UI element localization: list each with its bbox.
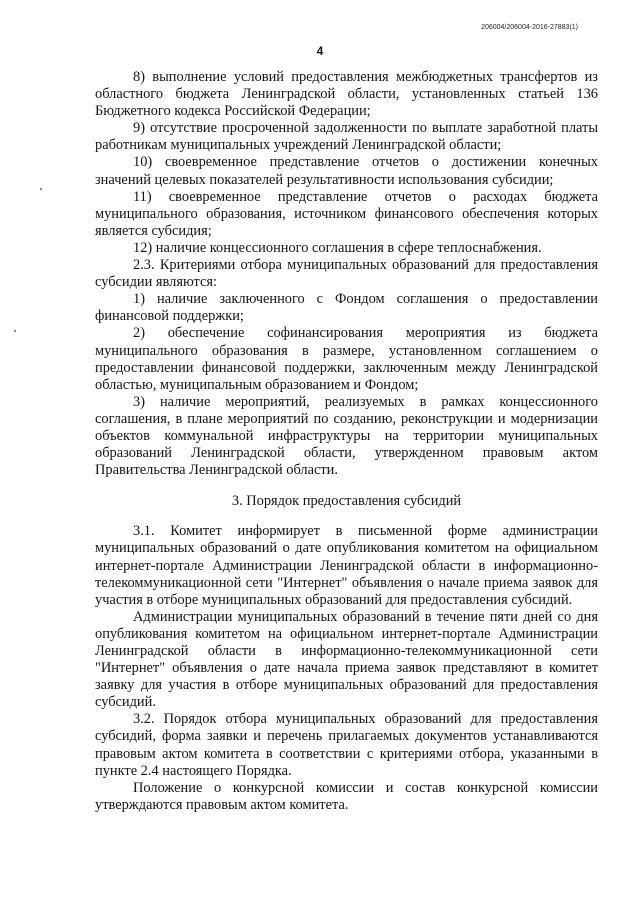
paragraph: 3.2. Порядок отбора муниципальных образований для предоставления субсидий, форма заявки и перечень прилагаемых документов устанавливаются правовым актом комитета в соответствии с критериями отбора, указанными в пункте 2.4 настоящего Порядка. <box>95 711 598 779</box>
scan-speck <box>40 188 42 190</box>
paragraph: 11) своевременное представление отчетов о расходах бюджета муниципального образования, источником финансового обеспечения которых является субсидия; <box>95 188 598 239</box>
scan-speck <box>14 330 16 332</box>
paragraph: 3) наличие мероприятий, реализуемых в рамках концессионного соглашения, в плане мероприятий по созданию, реконструкции и модернизации объектов коммунальной инфраструктуры на территории муниципальных образований Ленинградской области, утвержденном правовым актом Правительства Ленинградской области. <box>95 393 598 479</box>
paragraph: 12) наличие концессионного соглашения в сфере теплоснабжения. <box>133 239 542 256</box>
paragraph: 9) отсутствие просроченной задолженности по выплате заработной платы работникам муниципальных учреждений Ленинградской области; <box>95 120 598 154</box>
section-heading: 3. Порядок предоставления субсидий <box>231 493 462 510</box>
paragraph: 3.1. Комитет информирует в письменной форме администрации муниципальных образований о дате опубликования комитетом на официальном интернет-портале Администрации Ленинградской области в информационно-телекоммуникационной сети "Интернет" объявления о начале приема заявок для участия в отборе муниципальных образований для предоставления субсидий. <box>95 523 598 608</box>
paragraph: 8) выполнение условий предоставления межбюджетных трансфертов из областного бюджета Ленинградской области, установленных статьей 136 Бюджетного кодекса Российской Федерации; <box>95 69 598 120</box>
page-number: 4 <box>316 44 324 58</box>
document-id: 206004/206004-2016-27883(1) <box>481 24 578 31</box>
paragraph: Администрации муниципальных образований в течение пяти дней со дня опубликования комитетом на официальном интернет-портале Администрации Ленинградской области в информационно-телекоммуникационной сети "Интернет" объявления о дате начала приема заявок представляют в комитет заявку для участия в отборе муниципальных образований для предоставления субсидий. <box>95 608 598 711</box>
paragraph: 10) своевременное представление отчетов о достижении конечных значений целевых показателей результативности использования субсидии; <box>95 154 598 188</box>
paragraph: 2.3. Критериями отбора муниципальных образований для предоставления субсидии являются: <box>95 257 598 291</box>
paragraph: 2) обеспечение софинансирования мероприятия из бюджета муниципального образования в размере, установленном соглашением о предоставлении финансовой поддержки, заключенным между Ленинградской областью, муниципальным образованием и Фондом; <box>95 325 598 393</box>
document-body <box>95 69 598 814</box>
paragraph: Положение о конкурсной комиссии и состав конкурсной комиссии утверждаются правовым актом комитета. <box>95 779 598 813</box>
paragraph: 1) наличие заключенного с Фондом соглашения о предоставлении финансовой поддержки; <box>95 291 598 325</box>
